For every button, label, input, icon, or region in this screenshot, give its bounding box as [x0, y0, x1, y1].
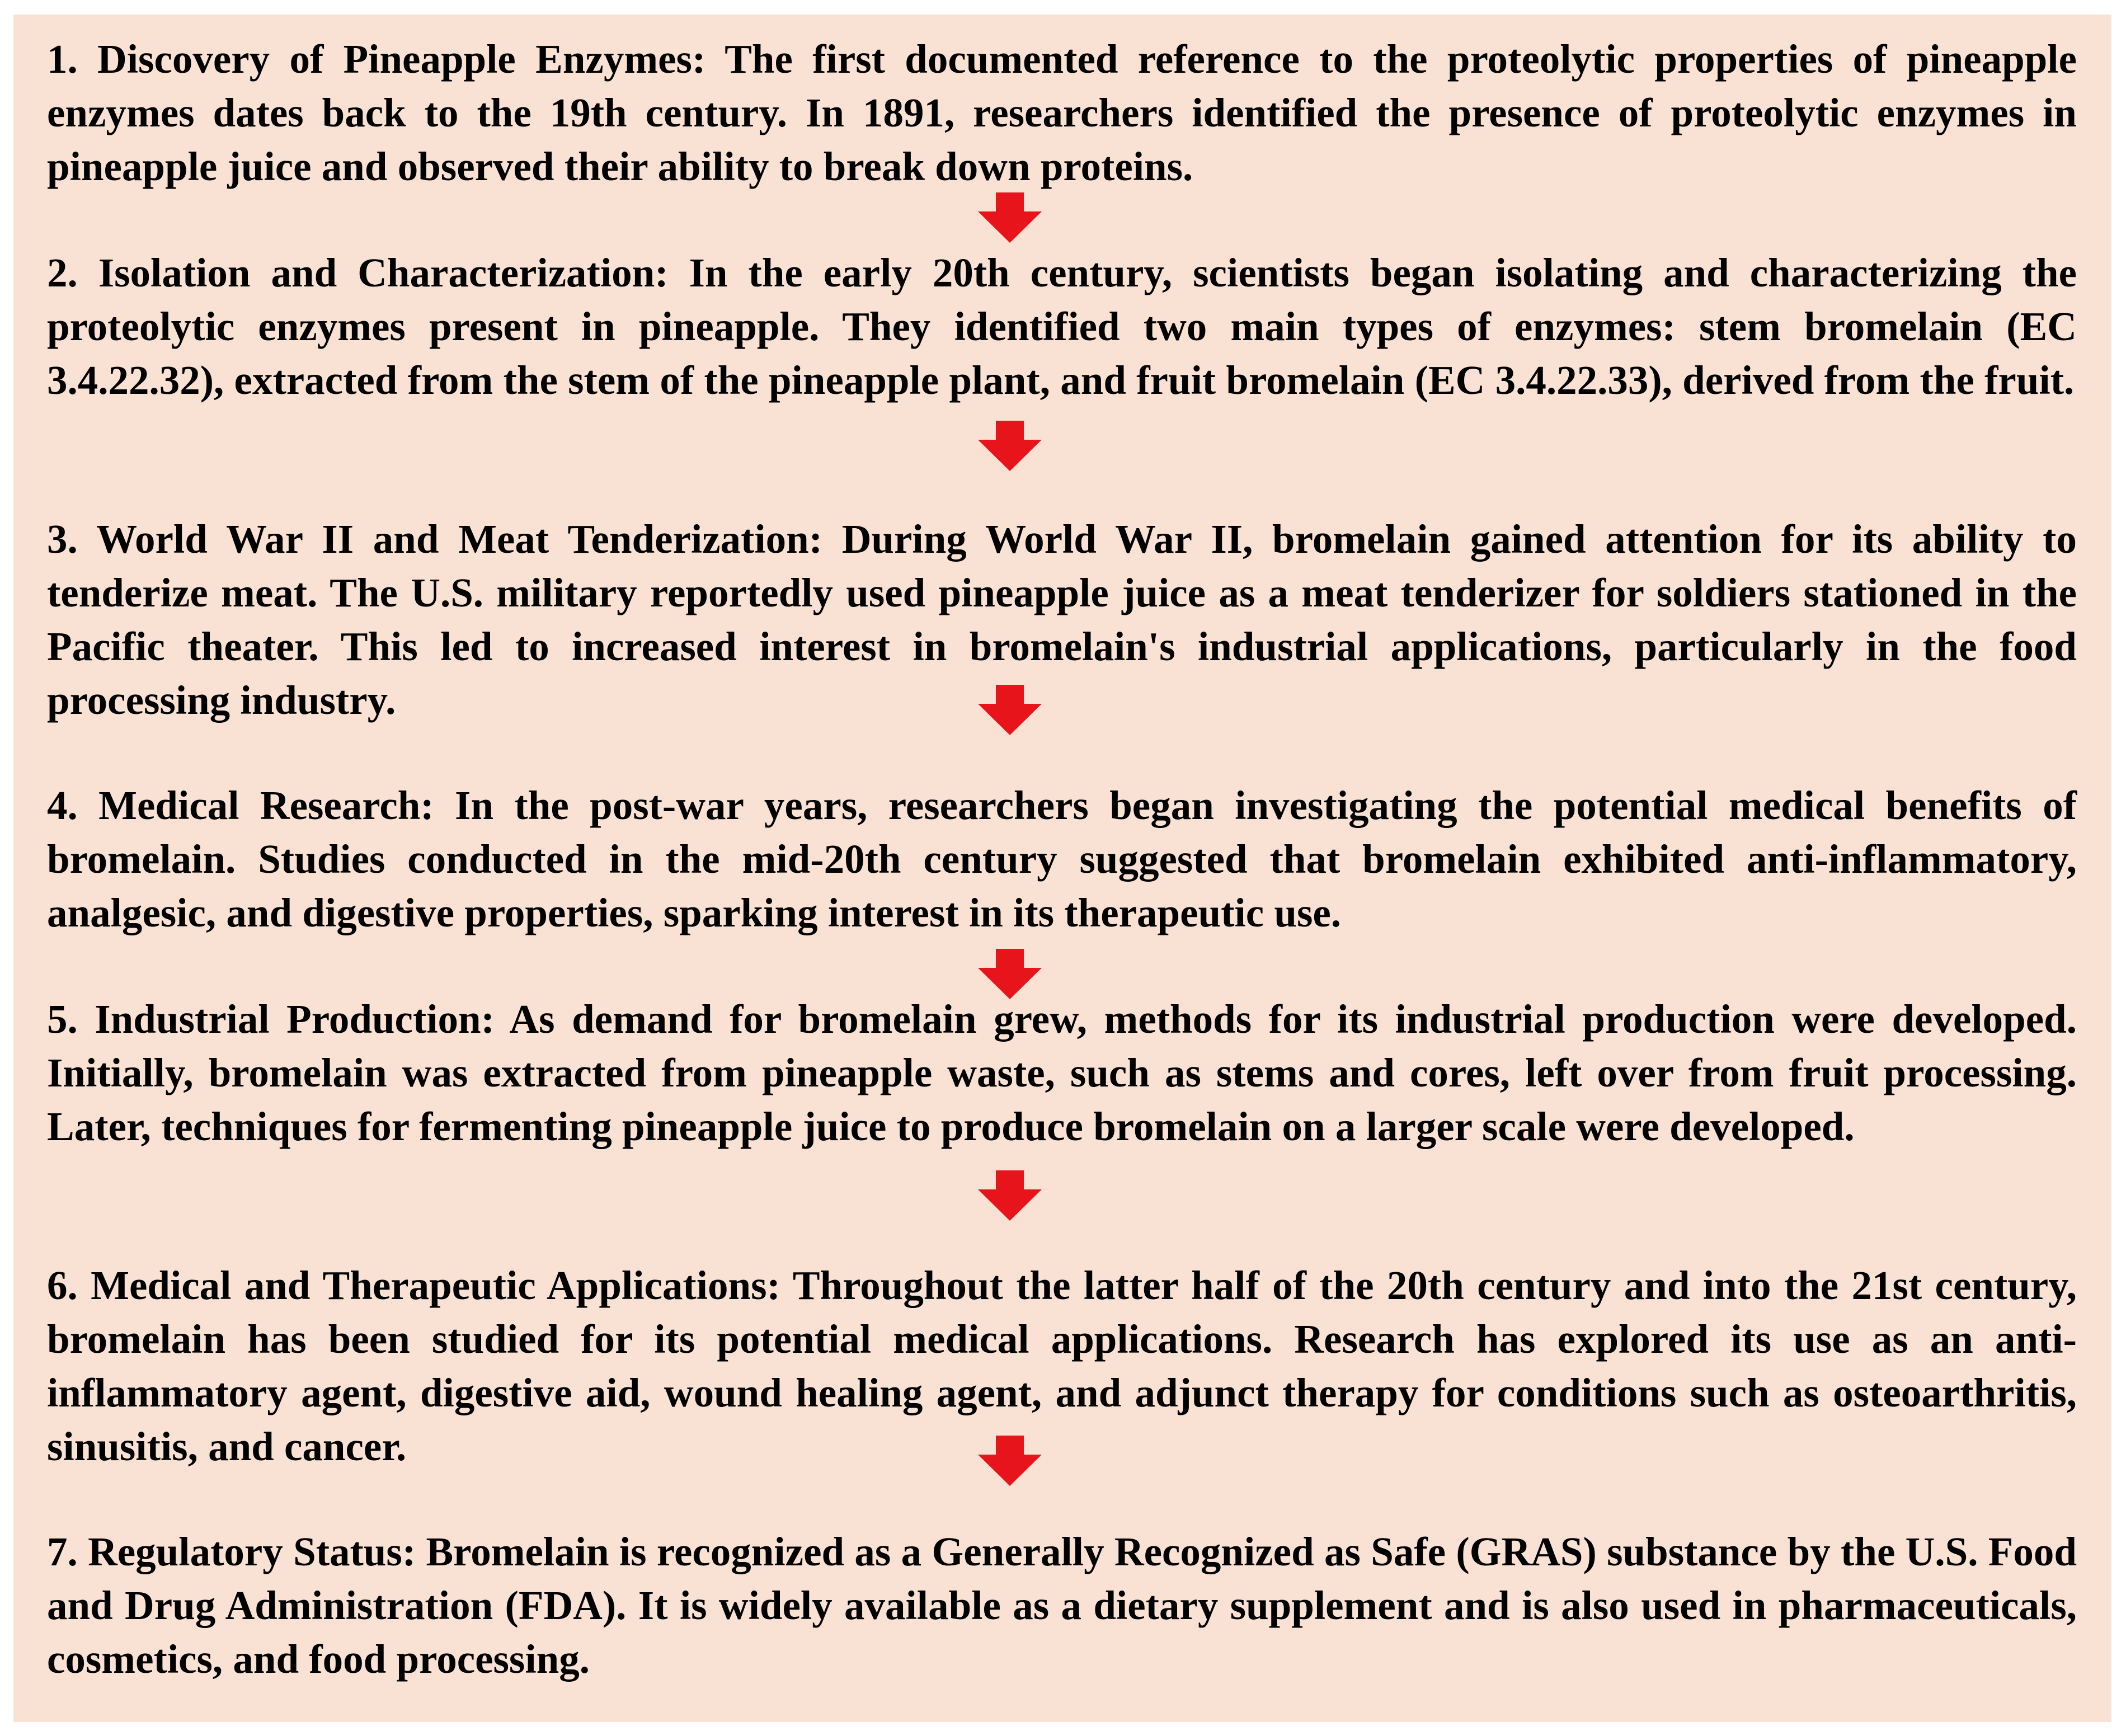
step-4-text: 4. Medical Research: In the post-war years, researchers began investigating the potential medical benefits of bromelain. Studies conducted in the mid-20th century suggested that bromelain exhibited anti-inflammatory, analgesic, and digestive properties, sparking interest in its therapeutic use. [47, 783, 2077, 935]
down-arrow-icon [978, 421, 1042, 471]
arrow-3-shape [978, 685, 1042, 735]
down-arrow-icon [978, 1170, 1042, 1221]
arrow-6-shape [978, 1436, 1042, 1486]
step-5-text: 5. Industrial Production: As demand for bromelain grew, methods for its industrial production were developed. Initially, bromelain was extracted from pineapple waste, such as stems and cores, left over from fruit processing. Later, techniques for fermenting pineapple juice to produce bromelain on a larger scale were developed. [47, 996, 2077, 1149]
down-arrow-icon [978, 685, 1042, 735]
arrow-4-shape [978, 949, 1042, 999]
down-arrow-icon [978, 192, 1042, 243]
down-arrow-icon [978, 949, 1042, 999]
step-6-text: 6. Medical and Therapeutic Applications: Throughout the latter half of the 20th century and into the 21st century, bromelain has been studied for its potential medical applications. Research has explored its use as an anti-inflammatory agent, digestive aid, wound healing agent, and adjunct therapy for conditions such as osteoarthritis, sinusitis, and cancer. [47, 1263, 2077, 1469]
arrow-2-shape [978, 421, 1042, 471]
step-3-text: 3. World War II and Meat Tenderization: During World War II, bromelain gained attention for its ability to tenderize meat. The U.S. military reportedly used pineapple juice as a meat tenderizer for soldiers stationed in the Pacific theater. This led to increased interest in bromelain's industrial applications, particularly in the food processing industry. [47, 516, 2077, 723]
step-7-text: 7. Regulatory Status: Bromelain is recognized as a Generally Recognized as Safe (GRAS) substance by the U.S. Food and Drug Administration (FDA). It is widely available as a dietary supplement and is also used in pharmaceuticals, cosmetics, and food processing. [47, 1529, 2077, 1682]
step-2-text: 2. Isolation and Characterization: In the early 20th century, scientists began isolating and characterizing the proteolytic enzymes present in pineapple. They identified two main types of enzymes: stem bromelain (EC 3.4.22.32), extracted from the stem of the pineapple plant, and fruit bromelain (EC 3.4.22.33), derived from the fruit. [47, 250, 2077, 403]
arrow-5-shape [978, 1170, 1042, 1221]
step-1-text: 1. Discovery of Pineapple Enzymes: The first documented reference to the proteolytic properties of pineapple enzymes dates back to the 19th century. In 1891, researchers identified the presence of proteolytic enzymes in pineapple juice and observed their ability to break down proteins. [47, 36, 2077, 189]
timeline-panel [13, 15, 2111, 1722]
down-arrow-icon [978, 1436, 1042, 1486]
arrow-1-shape [978, 192, 1042, 243]
